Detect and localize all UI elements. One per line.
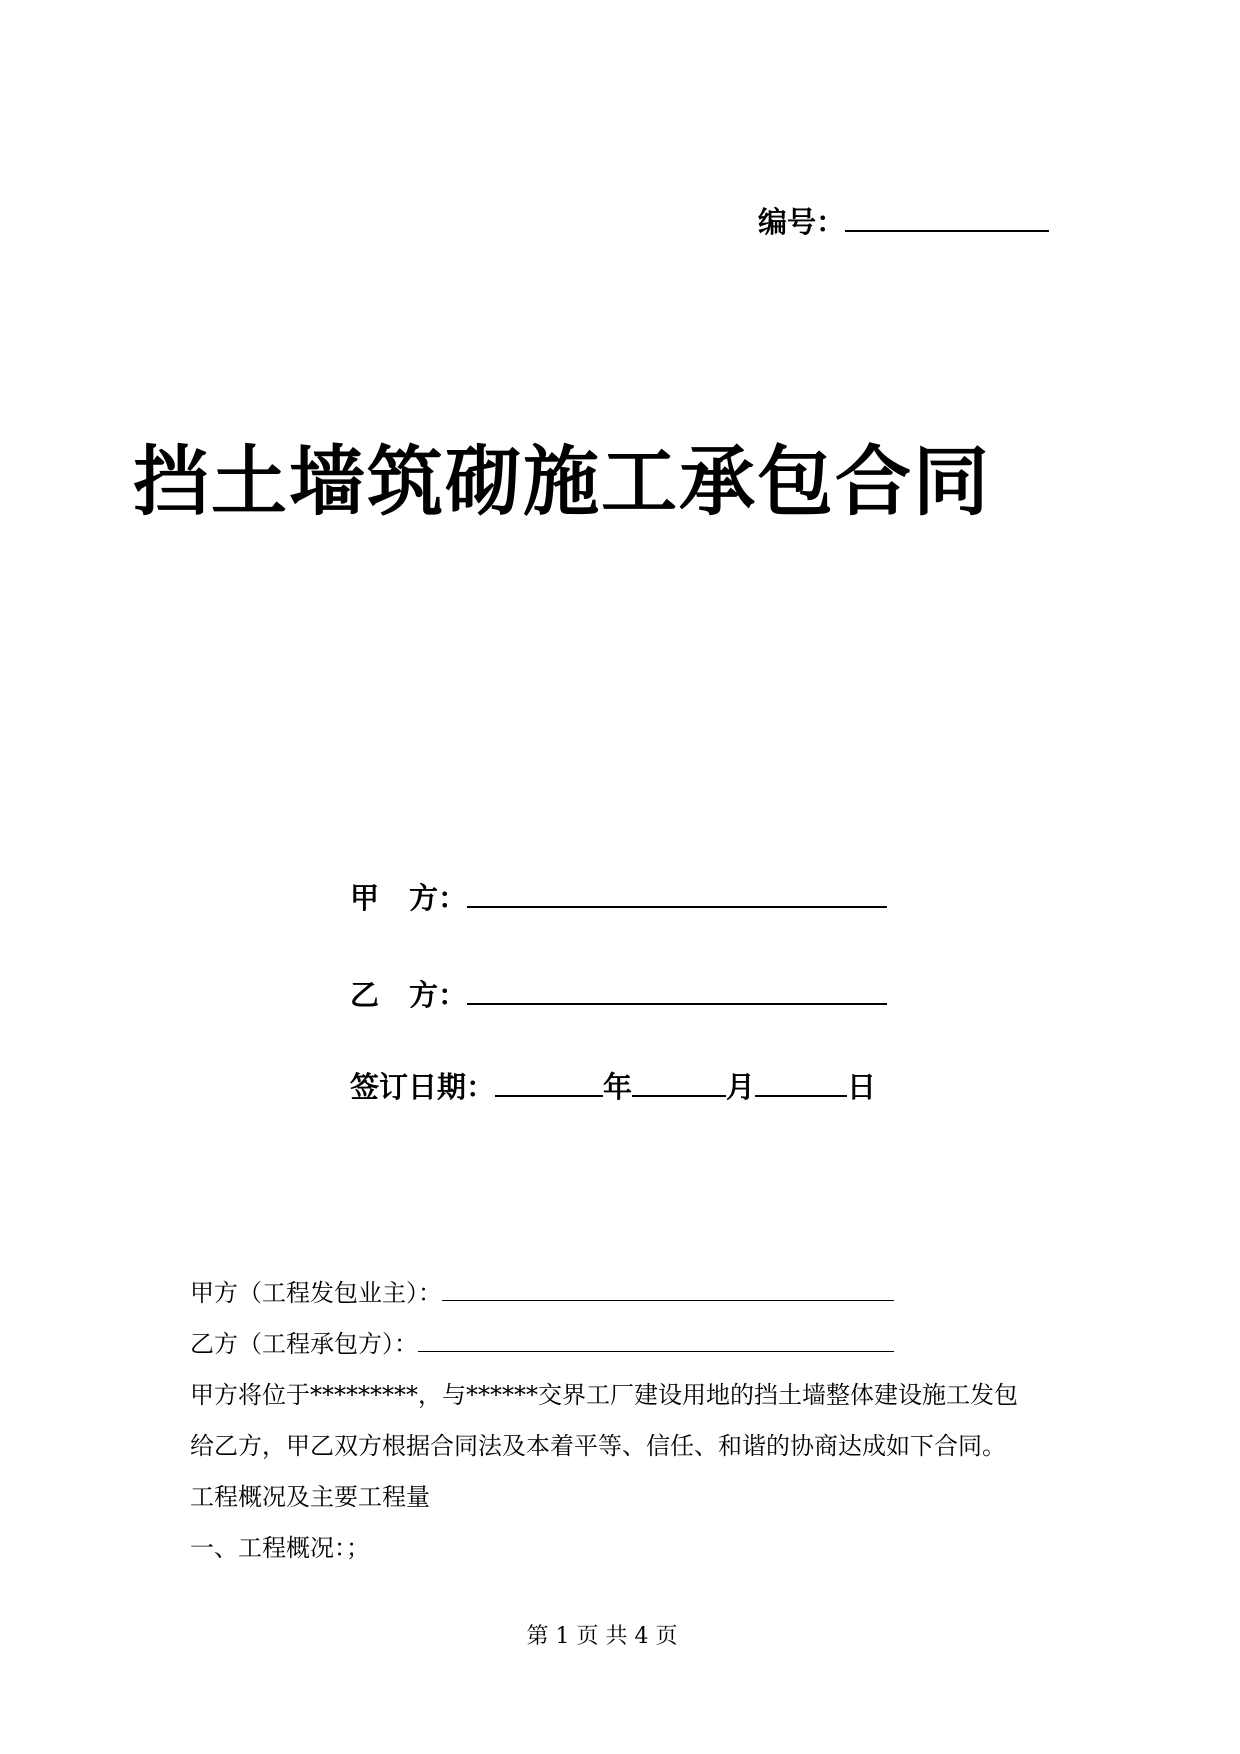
- year-field[interactable]: [495, 1067, 603, 1097]
- body-party-a-line: [190, 1275, 894, 1311]
- document-number-label: 编号：: [758, 205, 846, 239]
- paragraph-line-2: 给乙方，甲乙双方根据合同法及本着平等、信任、和谐的协商达成如下合同。: [190, 1432, 1006, 1460]
- party-a-suffix: 方：: [409, 881, 468, 915]
- item-one: 一、工程概况：；: [190, 1534, 370, 1562]
- cover-party-b-row: [350, 975, 887, 1015]
- party-b-suffix: 方：: [409, 978, 468, 1012]
- body-party-b-field[interactable]: [418, 1329, 894, 1352]
- section-heading: 工程概况及主要工程量: [190, 1483, 430, 1511]
- body-party-b-label: 乙方（工程承包方）：: [190, 1330, 418, 1358]
- sign-date-row: [350, 1067, 876, 1107]
- page-title: [0, 432, 1240, 532]
- party-a-char: 甲: [350, 881, 380, 915]
- page-title-text: 挡土墙筑砌施工承包合同: [133, 437, 991, 526]
- document-number: [758, 202, 1049, 242]
- page-number: 第 1 页 共 4 页: [526, 1624, 678, 1649]
- body-party-a-field[interactable]: [442, 1278, 894, 1301]
- body-party-b-line: [190, 1326, 894, 1362]
- sign-date-label: 签订日期：: [350, 1070, 496, 1104]
- document-number-field[interactable]: [845, 204, 1049, 232]
- page-footer: [0, 1622, 1240, 1652]
- party-a-field[interactable]: [467, 878, 887, 908]
- year-label: 年: [603, 1070, 633, 1104]
- paragraph-line-1: 甲方将位于*********，与******交界工厂建设用地的挡土墙整体建设施工发包: [190, 1381, 1018, 1409]
- day-label: 日: [847, 1070, 877, 1104]
- month-field[interactable]: [632, 1067, 726, 1097]
- party-b-char: 乙: [350, 978, 380, 1012]
- day-field[interactable]: [755, 1067, 847, 1097]
- party-b-field[interactable]: [467, 975, 887, 1005]
- body-party-a-label: 甲方（工程发包业主）：: [190, 1279, 442, 1307]
- month-label: 月: [726, 1070, 756, 1104]
- cover-party-a-row: [350, 878, 887, 918]
